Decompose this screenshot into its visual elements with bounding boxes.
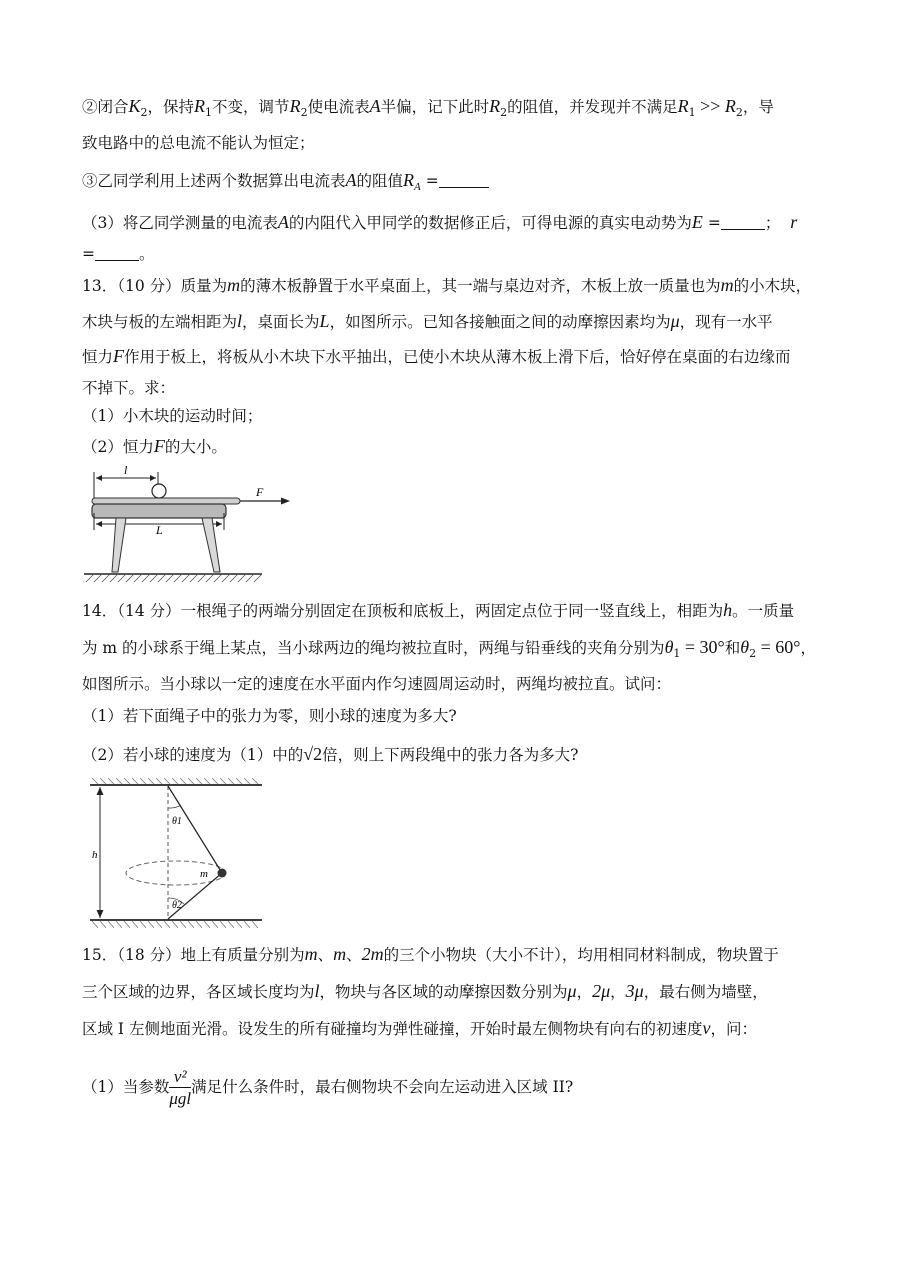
answer-blank	[721, 213, 765, 230]
upper-rope	[168, 786, 222, 873]
problem-13-line: 13．（10 分）质量为m的薄木板静置于水平桌面上，其一端与桌边对齐，木板上放一质量也为m的小木块，	[82, 275, 812, 295]
text-line: 致电路中的总电流不能认为恒定；	[82, 134, 315, 152]
problem-14-question-1: （1）若下面绳子中的张力为零，则小球的速度为多大?	[82, 707, 457, 725]
thin-board	[92, 498, 240, 504]
h-label: h	[92, 849, 98, 861]
problem-14-line: 如图所示。当小球以一定的速度在水平面内作匀速圆周运动时，两绳均被拉直。试问：	[82, 675, 672, 693]
problem-13-question-1: （1）小木块的运动时间；	[82, 407, 263, 425]
text-line: ③乙同学利用上述两个数据算出电流表A的阻值$R_A$ =	[82, 170, 489, 197]
answer-blank	[95, 244, 139, 261]
circular-path	[126, 861, 226, 885]
problem-15-line: 三个区域的边界，各区域长度均为l，物块与各区域的动摩擦因数分别为μ，2μ，3μ，最右侧为墙壁，	[82, 981, 768, 1001]
table-leg	[112, 518, 126, 572]
text-line: （3）将乙同学测量的电流表A的内阻代入甲同学的数据修正后，可得电源的真实电动势为E = ； r	[82, 212, 798, 232]
ground-hatching	[86, 574, 262, 582]
table-top	[92, 504, 226, 518]
problem-15-line: 区域 I 左侧地面光滑。设发生的所有碰撞均为弹性碰撞，开始时最左侧物块有向右的初速度v，问：	[82, 1018, 757, 1038]
theta2-label: θ2	[172, 900, 182, 911]
ball	[218, 869, 227, 878]
wood-block	[152, 484, 166, 498]
problem-14-line: 为 m 的小球系于绳上某点，当小球两边的绳均被拉直时，两绳与铅垂线的夹角分别为$\theta_1 = 30^\circ$和$\theta_2 = 60^\circ$，	[82, 637, 816, 661]
problem-13-question-2: （2）恒力F的大小。	[82, 436, 227, 456]
ceiling-hatching	[92, 778, 258, 784]
problem-13-line: 恒力F作用于板上，将板从小木块下水平抽出，已使小木块从薄木板上滑下后，恰好停在桌面的右边缘而	[82, 346, 791, 366]
problem-13-line: 不掉下。求：	[82, 379, 176, 397]
problem-14-question-2: （2）若小球的速度为（1）中的√2倍，则上下两段绳中的张力各为多大?	[82, 744, 579, 764]
L-label: L	[156, 523, 163, 537]
lower-rope	[168, 873, 222, 919]
answer-blank	[439, 171, 489, 188]
l-label: l	[124, 463, 128, 477]
pendulum-figure	[88, 778, 268, 930]
problem-15-question-1: （1）当参数 $\frac{\text{v²}}{\text{μgl}}$ 满足什么条件时，最右侧物块不会向左运动进入区域 II?	[82, 1066, 574, 1108]
text-line: ②闭合$K_2$，保持$R_1$不变，调节$R_2$使电流表A半偏，记下此时$R_2$的阻值，并发现并不满足$R_1 >> R_2$，导	[82, 96, 774, 120]
problem-15-line: 15．（18 分）地上有质量分别为m、m、2m的三个小物块（大小不计），均用相同材料制成，物块置于	[82, 944, 779, 964]
floor-hatching	[92, 921, 258, 928]
problem-14-line: 14．（14 分）一根绳子的两端分别固定在顶板和底板上，两固定点位于同一竖直线上，相距为h。一质量	[82, 600, 795, 620]
parameter-fraction: $\frac{\text{v²}}{\text{μgl}}$	[169, 1066, 192, 1108]
theta1-label: θ1	[172, 816, 182, 827]
table-board-figure	[80, 462, 300, 584]
problem-13-line: 木块与板的左端相距为l，桌面长为L，如图所示。已知各接触面之间的动摩擦因素均为μ，现有一水平	[82, 311, 773, 331]
force-label: F	[256, 485, 264, 499]
m-label: m	[200, 868, 208, 880]
text-line: = 。	[82, 245, 155, 263]
